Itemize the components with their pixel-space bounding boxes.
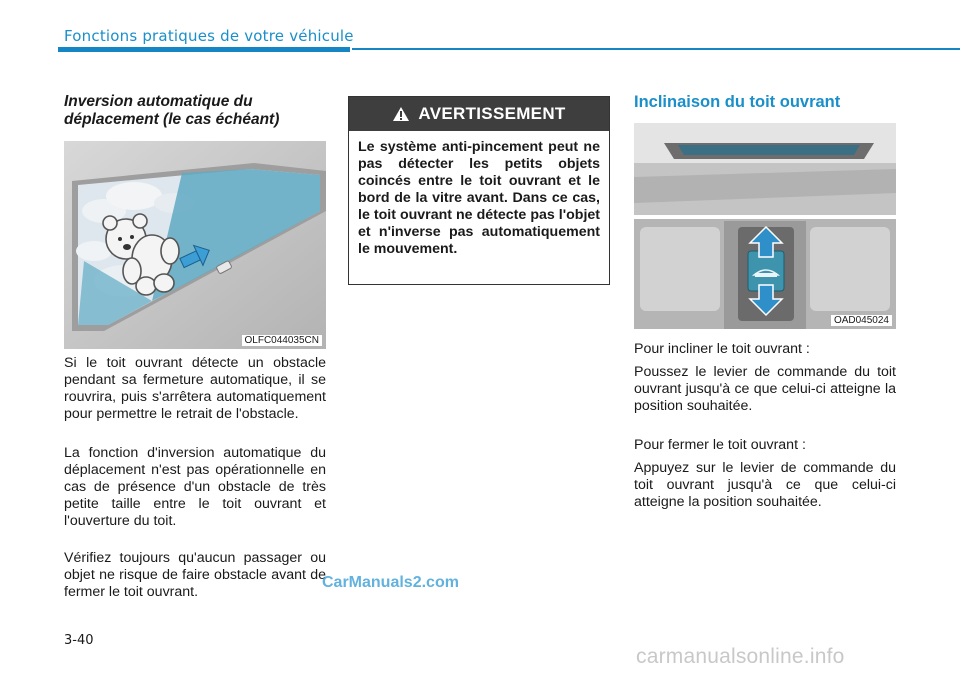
sunroof-teddy-bear-image	[64, 141, 326, 349]
figure-code: OLFC044035CN	[242, 335, 322, 346]
watermark: CarManuals2.com	[322, 574, 459, 591]
instruction-tilt-label: Pour incliner le toit ouvrant :	[634, 341, 810, 357]
page-number: 3-40	[64, 633, 94, 648]
sunroof-obstacle-illustration	[64, 141, 326, 349]
footer-site-watermark: carmanualsonline.info	[636, 645, 845, 668]
header-rule	[352, 48, 960, 50]
heading-tilt-sunroof: Inclinaison du toit ouvrant	[634, 93, 841, 111]
paragraph-check-passengers: Vérifiez toujours qu'aucun passager ou objet ne risque de faire obstacle avant de fermer le toit ouvrant.	[64, 550, 326, 600]
warning-title: AVERTISSEMENT	[418, 104, 566, 123]
warning-box	[348, 96, 610, 285]
warning-triangle-icon	[392, 106, 410, 122]
paragraph-obstacle-detection: Si le toit ouvrant détecte un obstacle pendant sa fermeture automatique, il se rouvrira, puis s'arrêtera automatiquement pour permettre le retrait de l'obstacle.	[64, 355, 326, 422]
instruction-close-text: Appuyez sur le levier de commande du toit ouvrant jusqu'à ce que celui-ci atteigne la position souhaitée.	[634, 460, 896, 510]
header-accent-bar	[58, 47, 350, 52]
warning-header	[349, 97, 609, 131]
instruction-close-label: Pour fermer le toit ouvrant :	[634, 437, 806, 453]
instruction-tilt-text: Poussez le levier de commande du toit ouvrant jusqu'à ce que celui-ci atteigne la position souhaitée.	[634, 364, 896, 414]
figure-code: OAD045024	[831, 315, 892, 326]
subheading-auto-reverse: Inversion automatique du déplacement (le cas échéant)	[64, 93, 280, 128]
paragraph-small-obstacle: La fonction d'inversion automatique du déplacement n'est pas opérationnelle en cas de présence d'un obstacle de très petite taille entre le toit ouvrant et l'ouverture du toit.	[64, 445, 326, 529]
warning-text: Le système anti-pincement peut ne pas détecter les petits objets coincés entre le toit ouvrant et le bord de la vitre avant. Dans ce cas, le toit ouvrant ne détecte pas l'objet et n'inverse pas automatiquement le mouvement.	[358, 139, 600, 257]
sunroof-tilt-illustration	[634, 123, 896, 329]
section-title: Fonctions pratiques de votre véhicule	[64, 27, 354, 45]
sunroof-control-switch-image	[634, 123, 896, 329]
